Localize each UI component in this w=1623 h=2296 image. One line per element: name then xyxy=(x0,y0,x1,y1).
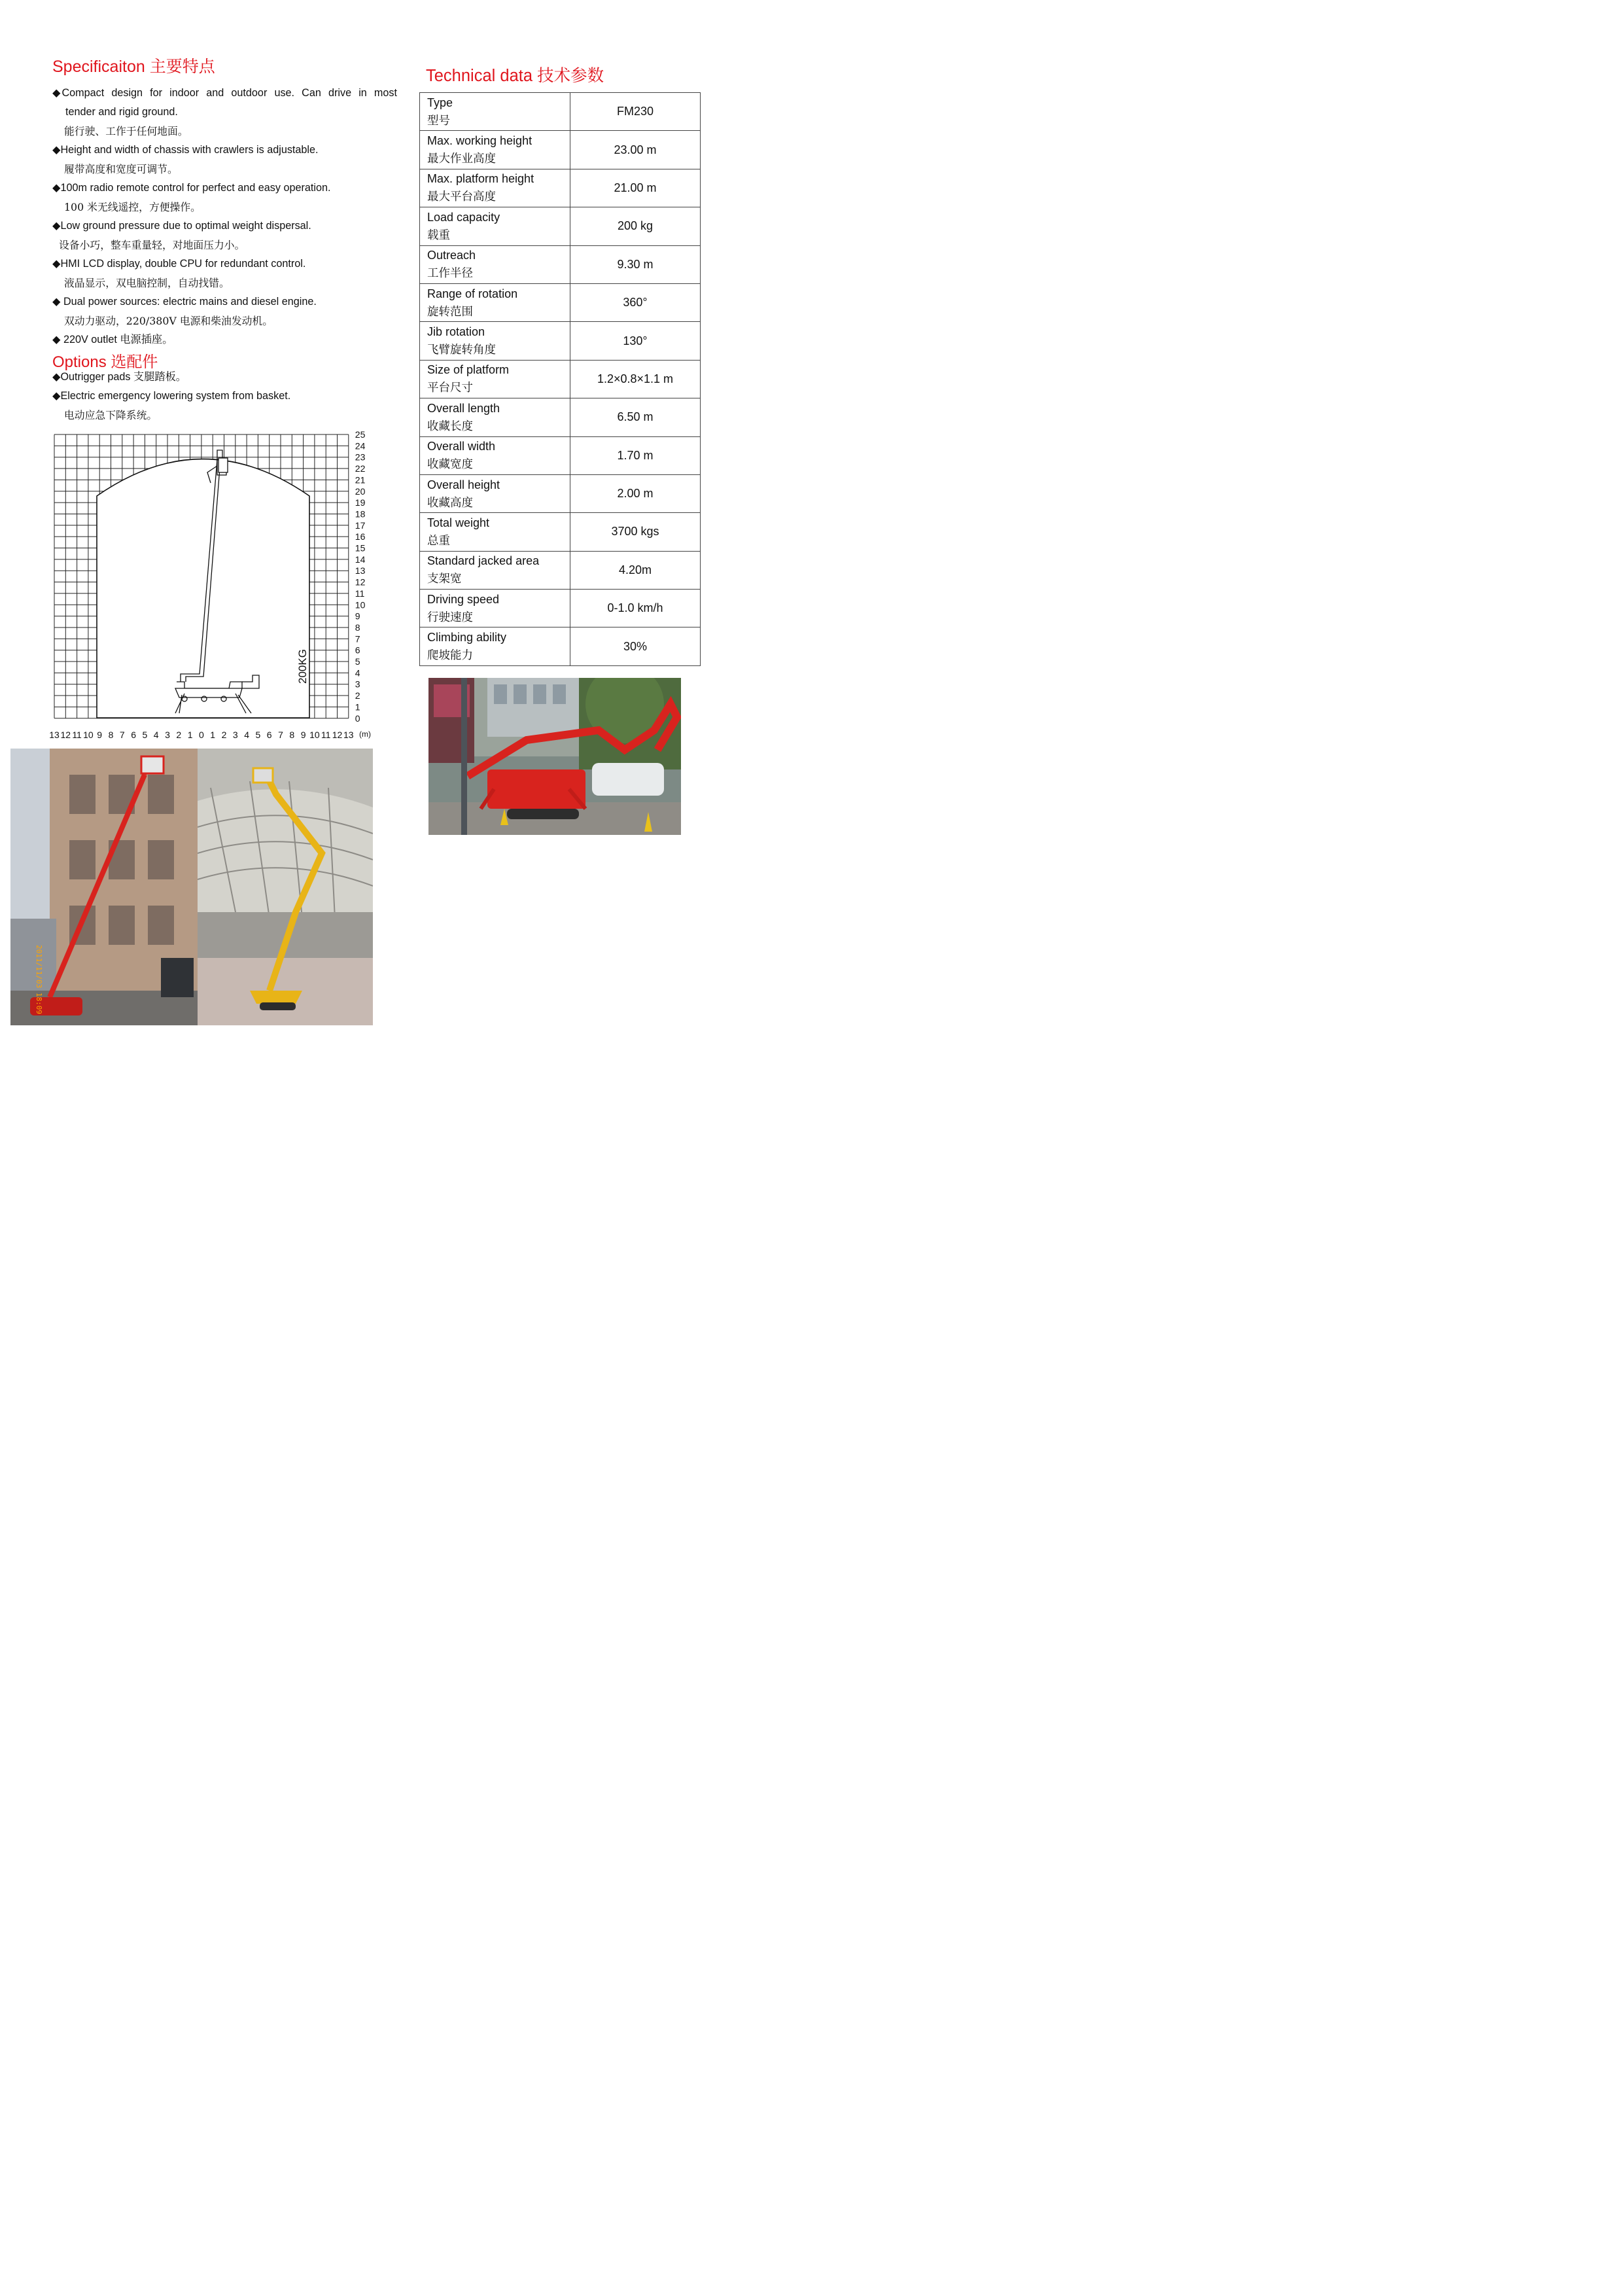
tech-value: FM230 xyxy=(570,93,701,131)
tech-value: 30% xyxy=(570,627,701,665)
tech-label xyxy=(420,207,570,245)
tech-value: 23.00 m xyxy=(570,131,701,169)
x-axis-ticks xyxy=(49,730,354,740)
option-item-2 xyxy=(52,387,398,406)
spec-item-2-en: Height and width of chassis with crawlers is adjustable. xyxy=(60,144,319,156)
tech-row xyxy=(420,93,701,131)
y-tick-label: 13 xyxy=(355,565,366,576)
tech-value: 0-1.0 km/h xyxy=(570,590,701,627)
tech-label xyxy=(420,474,570,512)
tech-label-cn: 工作半径 xyxy=(427,267,473,281)
spec-item-1-en-1: Compact design for indoor and outdoor use. Can drive in most xyxy=(61,87,397,99)
tech-row xyxy=(420,627,701,665)
x-tick-label: 1 xyxy=(210,729,216,740)
tech-label-en: Overall width xyxy=(427,440,496,453)
tech-label-en: Range of rotation xyxy=(427,287,518,300)
x-tick-label: 2 xyxy=(221,729,227,740)
tech-value: 130° xyxy=(570,322,701,360)
x-tick-label: 8 xyxy=(108,729,114,740)
photo-yellow-machine-station xyxy=(198,749,373,1025)
options-list xyxy=(52,368,398,425)
bullet: ◆ xyxy=(52,334,61,345)
tech-title-cn: 技术参数 xyxy=(537,66,604,86)
y-tick-label: 2 xyxy=(355,690,360,701)
photo-machine-street xyxy=(428,678,681,835)
spec-item-1-cn: 能行驶、工作于任何地面。 xyxy=(64,125,188,137)
tech-label-cn: 收藏高度 xyxy=(427,496,473,510)
tech-label xyxy=(420,590,570,627)
y-axis-ticks xyxy=(355,429,366,724)
y-tick-label: 21 xyxy=(355,474,366,486)
x-tick-label: 3 xyxy=(232,729,238,740)
tech-label-en: Load capacity xyxy=(427,210,500,224)
photo-date-stamp: 2011/11/03 18:09 xyxy=(35,945,43,1014)
tech-row xyxy=(420,436,701,474)
options-title-cn: 选配件 xyxy=(111,353,158,371)
tech-label xyxy=(420,360,570,398)
tech-label-cn: 载重 xyxy=(427,228,450,242)
y-tick-label: 24 xyxy=(355,440,366,451)
x-tick-label: 10 xyxy=(309,729,320,740)
x-tick-label: 6 xyxy=(131,729,136,740)
tech-label-cn: 收藏宽度 xyxy=(427,458,473,472)
spec-item-7-en: 220V outlet 电源插座。 xyxy=(60,334,173,345)
tech-row xyxy=(420,283,701,321)
spec-title xyxy=(52,54,215,77)
x-tick-label: 4 xyxy=(244,729,249,740)
tech-title-en: Technical data xyxy=(426,67,533,85)
options-title-en: Options xyxy=(52,353,107,371)
tech-label xyxy=(420,131,570,169)
tech-row xyxy=(420,245,701,283)
tech-label-en: Standard jacked area xyxy=(427,554,540,568)
x-tick-label: 11 xyxy=(72,729,82,740)
tech-row xyxy=(420,398,701,436)
tech-label-cn: 总重 xyxy=(427,534,450,548)
spec-item-2 xyxy=(52,141,398,179)
tech-value: 1.70 m xyxy=(570,436,701,474)
option-item-1 xyxy=(52,368,398,387)
working-envelope-arch xyxy=(97,459,309,718)
tech-label-cn: 最大平台高度 xyxy=(427,190,496,204)
y-tick-label: 25 xyxy=(355,429,366,440)
y-tick-label: 8 xyxy=(355,622,360,633)
x-tick-label: 6 xyxy=(266,729,272,740)
spec-title-cn: 主要特点 xyxy=(149,57,215,76)
bullet: ◆ xyxy=(52,296,61,308)
x-tick-label: 11 xyxy=(321,729,331,740)
spec-item-3-cn: 100 米无线遥控，方便操作。 xyxy=(64,201,201,213)
tech-label-en: Climbing ability xyxy=(427,631,507,645)
y-tick-label: 15 xyxy=(355,542,366,554)
tech-value: 21.00 m xyxy=(570,169,701,207)
x-tick-label: 9 xyxy=(97,729,103,740)
tech-label-cn: 支架宽 xyxy=(427,573,462,586)
spec-item-3 xyxy=(52,179,398,217)
tech-label-cn: 行驶速度 xyxy=(427,610,473,624)
option-item-2-cn: 电动应急下降系统。 xyxy=(64,409,158,421)
y-tick-label: 7 xyxy=(355,633,360,645)
axis-unit: (m) xyxy=(359,730,371,739)
tech-label-en: Max. working height xyxy=(427,134,532,148)
technical-data-table xyxy=(419,92,701,666)
tech-label-cn: 平台尺寸 xyxy=(427,381,473,395)
tech-row xyxy=(420,207,701,245)
load-label: 200KG xyxy=(296,649,309,684)
tech-label xyxy=(420,283,570,321)
x-tick-label: 4 xyxy=(153,729,159,740)
bullet: ◆ xyxy=(52,258,61,270)
tech-row xyxy=(420,513,701,551)
tech-label-cn: 最大作业高度 xyxy=(427,152,496,166)
tech-label xyxy=(420,551,570,589)
tech-label-cn: 旋转范围 xyxy=(427,305,473,319)
y-tick-label: 0 xyxy=(355,713,360,724)
tech-label xyxy=(420,93,570,131)
option-item-2-en: Electric emergency lowering system from basket. xyxy=(60,390,291,402)
bullet: ◆ xyxy=(52,390,61,402)
tech-label xyxy=(420,322,570,360)
y-tick-label: 18 xyxy=(355,508,366,520)
spec-item-3-en: 100m radio remote control for perfect and easy operation. xyxy=(60,182,331,194)
tech-title xyxy=(426,63,604,86)
spec-title-en: Specificaiton xyxy=(52,58,145,76)
tech-row xyxy=(420,551,701,589)
tech-label-en: Size of platform xyxy=(427,363,510,377)
spec-item-6 xyxy=(52,292,398,330)
y-tick-label: 4 xyxy=(355,667,360,679)
y-tick-label: 23 xyxy=(355,451,366,463)
option-item-1-en: Outrigger pads 支腿踏板。 xyxy=(60,371,186,383)
bullet: ◆ xyxy=(52,220,61,232)
tech-value: 360° xyxy=(570,283,701,321)
spec-item-6-en: Dual power sources: electric mains and diesel engine. xyxy=(60,296,317,308)
tech-value: 9.30 m xyxy=(570,245,701,283)
y-tick-label: 1 xyxy=(355,701,360,713)
spec-item-1-en-2: tender and rigid ground. xyxy=(65,106,178,118)
y-tick-label: 19 xyxy=(355,497,366,508)
tech-label-en: Jib rotation xyxy=(427,325,485,339)
x-tick-label: 12 xyxy=(332,729,343,740)
x-tick-label: 7 xyxy=(278,729,283,740)
tech-value: 1.2×0.8×1.1 m xyxy=(570,360,701,398)
tech-label xyxy=(420,436,570,474)
y-tick-label: 20 xyxy=(355,486,366,497)
spec-item-5-cn: 液晶显示，双电脑控制，自动找错。 xyxy=(64,277,230,289)
tech-label-cn: 收藏长度 xyxy=(427,419,473,433)
x-tick-label: 8 xyxy=(289,729,295,740)
spec-list xyxy=(52,84,398,349)
tech-label-en: Overall length xyxy=(427,401,500,415)
bullet: ◆ xyxy=(52,371,61,383)
x-tick-label: 1 xyxy=(187,729,193,740)
tech-value: 200 kg xyxy=(570,207,701,245)
tech-value: 6.50 m xyxy=(570,398,701,436)
spec-item-5 xyxy=(52,255,398,292)
spec-item-4 xyxy=(52,217,398,255)
tech-label-en: Overall height xyxy=(427,478,500,491)
tech-row xyxy=(420,322,701,360)
x-tick-label: 13 xyxy=(49,729,60,740)
bullet: ◆ xyxy=(52,144,61,156)
tech-label xyxy=(420,627,570,665)
tech-value: 3700 kgs xyxy=(570,513,701,551)
tech-label-cn: 型号 xyxy=(427,114,450,128)
spec-item-6-cn: 双动力驱动，220/380V 电源和柴油发动机。 xyxy=(64,315,273,327)
bullet: ◆ xyxy=(52,182,61,194)
x-tick-label: 2 xyxy=(176,729,182,740)
spec-item-5-en: HMI LCD display, double CPU for redundant control. xyxy=(60,258,306,270)
tech-label-en: Max. platform height xyxy=(427,172,534,186)
tech-label xyxy=(420,398,570,436)
working-range-diagram xyxy=(46,425,379,743)
x-tick-label: 7 xyxy=(119,729,125,740)
y-tick-label: 9 xyxy=(355,610,360,622)
y-tick-label: 16 xyxy=(355,531,366,542)
tech-label-en: Type xyxy=(427,96,453,109)
x-tick-label: 5 xyxy=(255,729,261,740)
tech-label-en: Outreach xyxy=(427,249,476,262)
y-tick-label: 3 xyxy=(355,679,360,690)
x-tick-label: 3 xyxy=(165,729,170,740)
tech-row xyxy=(420,131,701,169)
x-tick-label: 13 xyxy=(343,729,354,740)
y-tick-label: 6 xyxy=(355,645,360,656)
tech-value: 4.20m xyxy=(570,551,701,589)
x-tick-label: 9 xyxy=(300,729,306,740)
spec-item-4-en: Low ground pressure due to optimal weight dispersal. xyxy=(60,220,311,232)
spec-item-7 xyxy=(52,330,398,349)
tech-label xyxy=(420,245,570,283)
tech-label-en: Driving speed xyxy=(427,592,500,606)
spec-item-1 xyxy=(52,84,398,141)
y-tick-label: 22 xyxy=(355,463,366,474)
y-tick-label: 14 xyxy=(355,554,366,565)
tech-row xyxy=(420,590,701,627)
tech-label-cn: 爬坡能力 xyxy=(427,649,473,663)
tech-label-en: Total weight xyxy=(427,516,490,529)
x-tick-label: 12 xyxy=(60,729,71,740)
y-tick-label: 17 xyxy=(355,520,366,531)
x-tick-label: 5 xyxy=(142,729,148,740)
y-tick-label: 10 xyxy=(355,599,366,610)
y-tick-label: 11 xyxy=(355,588,365,599)
tech-value: 2.00 m xyxy=(570,474,701,512)
photo-red-machine-building xyxy=(10,749,198,1025)
x-tick-label: 10 xyxy=(83,729,94,740)
tech-row xyxy=(420,474,701,512)
y-tick-label: 5 xyxy=(355,656,360,667)
tech-row xyxy=(420,169,701,207)
tech-label-cn: 飞臂旋转角度 xyxy=(427,344,496,357)
tech-label xyxy=(420,169,570,207)
tech-row xyxy=(420,360,701,398)
y-tick-label: 12 xyxy=(355,576,366,588)
tech-label xyxy=(420,513,570,551)
spec-item-4-cn: 设备小巧，整车重量轻，对地面压力小。 xyxy=(59,239,245,251)
bullet: ◆ xyxy=(52,87,61,99)
x-tick-label: 0 xyxy=(199,729,204,740)
spec-item-2-cn: 履带高度和宽度可调节。 xyxy=(64,163,178,175)
